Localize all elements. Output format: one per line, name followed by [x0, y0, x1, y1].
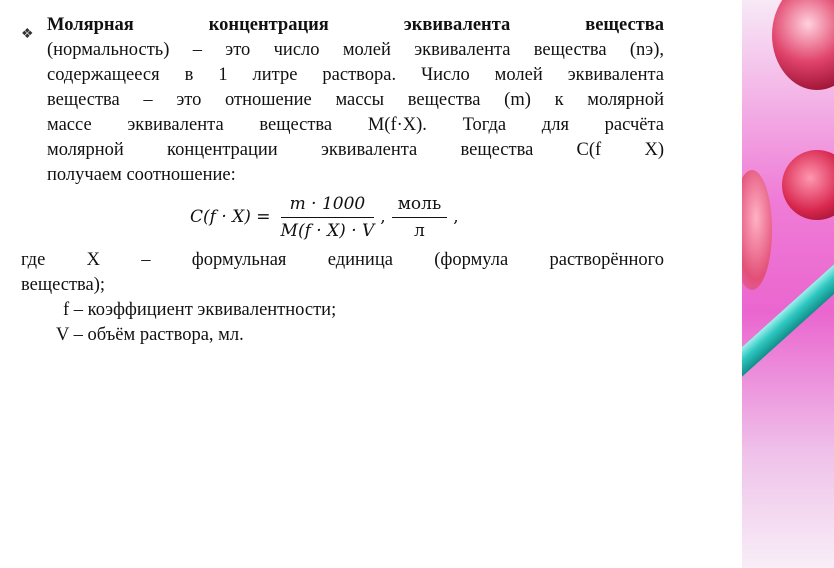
- formula-separator: ,: [453, 207, 459, 227]
- definition-paragraph: [47, 13, 664, 188]
- formula-numerator: m · 1000: [289, 193, 366, 214]
- formula-separator: ,: [380, 207, 386, 227]
- paragraph-line: молярной концентрации эквивалента вещества C(f X): [47, 140, 664, 160]
- decor-blob: [772, 0, 834, 90]
- unit-denominator: л: [414, 220, 425, 241]
- paragraph-line: содержащееся в 1 литре раствора. Число молей эквивалента: [47, 65, 664, 85]
- legend-line: f – коэффициент эквивалентности;: [63, 300, 337, 320]
- paragraph-line: массе эквивалента вещества M(f·X). Тогда для расчёта: [47, 115, 664, 135]
- formula-unit-fraction: [392, 194, 448, 241]
- decorative-side-image: [742, 0, 834, 568]
- formula-denominator: M(f · X) · V: [280, 220, 375, 241]
- decor-blob: [742, 170, 772, 290]
- paragraph-line: вещества – это отношение массы вещества (m) к молярной: [47, 90, 664, 110]
- unit-numerator: моль: [397, 193, 442, 214]
- formula-main-fraction: [281, 194, 375, 241]
- legend-block: [21, 248, 664, 348]
- paragraph-line: (нормальность) – это число молей эквивалента вещества (nэ),: [47, 40, 664, 60]
- definition-title: Молярная концентрация эквивалента вещества: [47, 15, 664, 35]
- legend-line: V – объём раствора, мл.: [56, 325, 244, 345]
- concentration-formula: [190, 192, 461, 242]
- formula-lhs: C(f · X) =: [190, 207, 271, 227]
- diamond-bullet-icon: ❖: [21, 27, 34, 42]
- decor-blob: [782, 150, 834, 220]
- legend-line: где X – формульная единица (формула растворённого: [21, 250, 664, 270]
- legend-line: вещества);: [21, 275, 106, 295]
- paragraph-line: получаем соотношение:: [47, 165, 236, 185]
